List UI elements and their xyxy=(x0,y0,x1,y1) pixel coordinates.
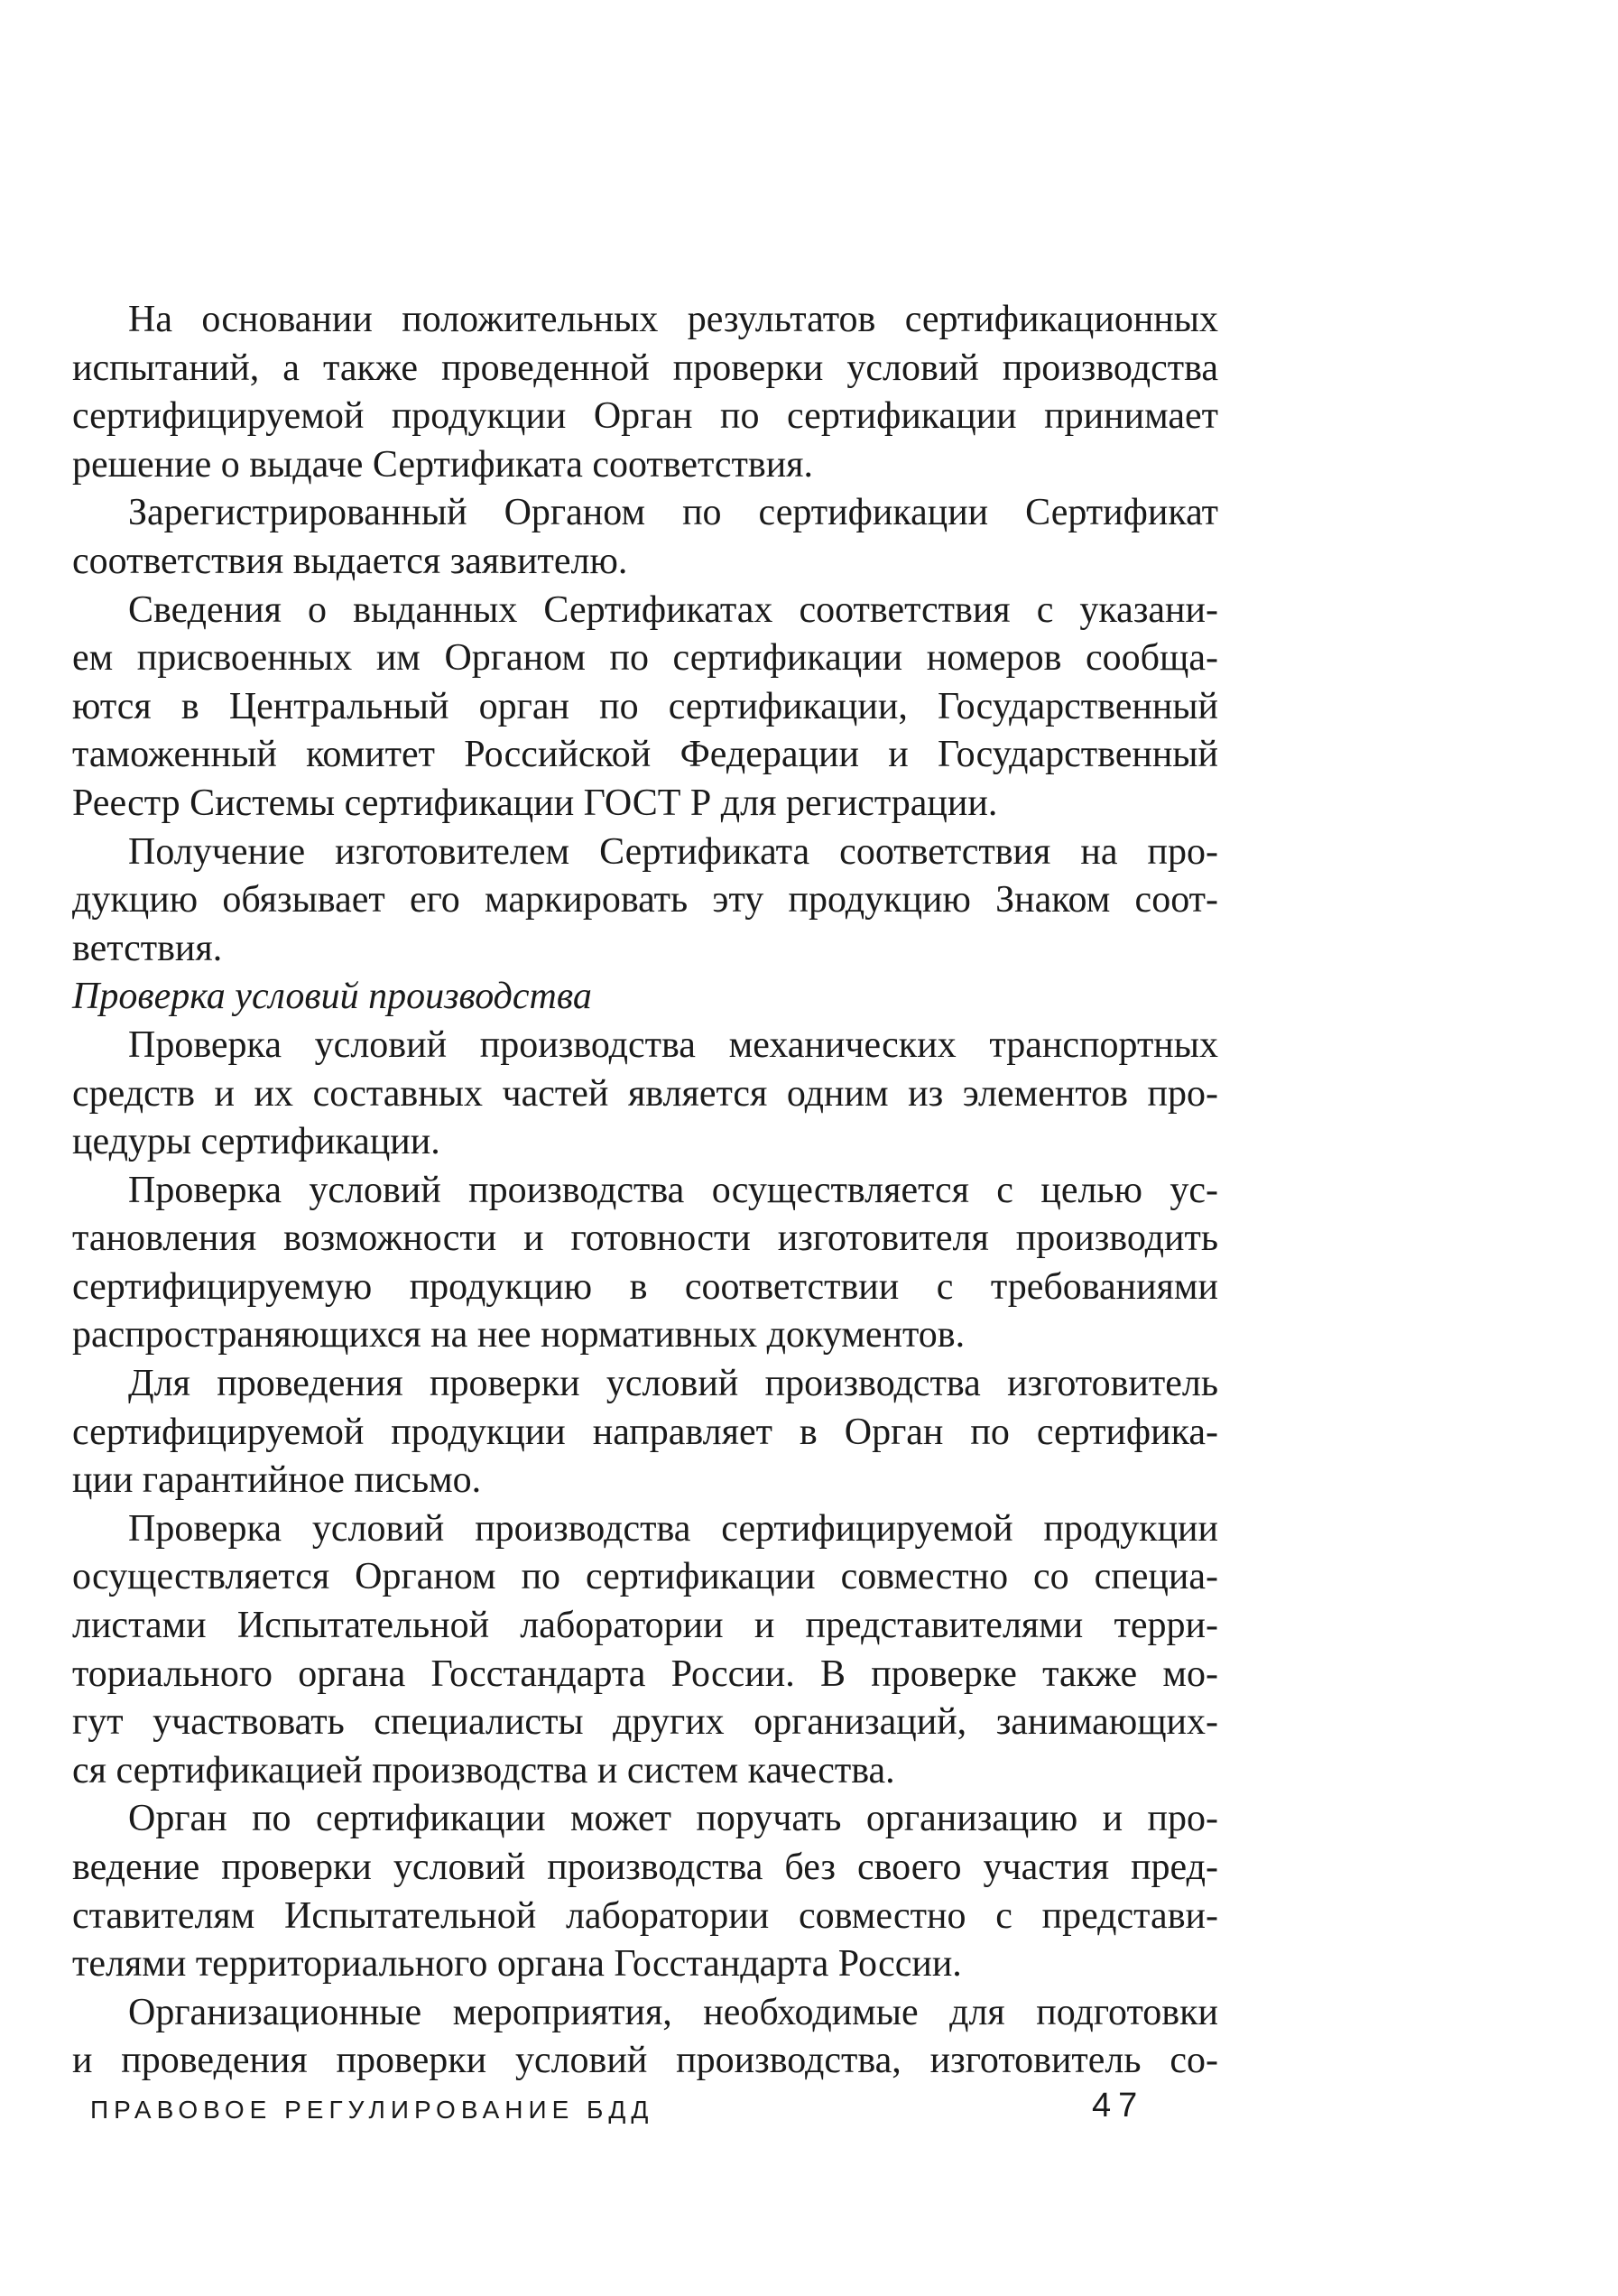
text-line: листами Испытательной лаборатории и представителями терри- xyxy=(72,1605,1218,1647)
page-number: 47 xyxy=(1092,2087,1145,2125)
text-line: соответствия выдается заявителю. xyxy=(72,540,628,582)
text-line: Проверка условий производства сертифицируемой продукции xyxy=(128,1507,1218,1550)
text-line: ветствия. xyxy=(72,927,223,969)
text-line: ции гарантийное письмо. xyxy=(72,1459,482,1502)
text-line: таможенный комитет Российской Федерации и Государственный xyxy=(72,734,1218,776)
text-line: ются в Центральный орган по сертификации, Государственный xyxy=(72,685,1218,727)
text-line: ем присвоенных им Органом по сертификации номеров сообща- xyxy=(72,637,1218,680)
text-line: На основании положительных результатов сертификационных xyxy=(128,299,1218,340)
text-line: решение о выдаче Сертификата соответствия. xyxy=(72,443,813,486)
running-title: ПРАВОВОЕ РЕГУЛИРОВАНИЕ БДД xyxy=(90,2096,654,2124)
text-line: Зарегистрированный Органом по сертификации Сертификат xyxy=(128,492,1218,534)
text-line: Проверка условий производства механических транспортных xyxy=(128,1023,1218,1066)
text-line: и проведения проверки условий производства, изготовитель со- xyxy=(72,2040,1218,2082)
text-line: телями территориального органа Госстандарта России. xyxy=(72,1943,962,1986)
text-line: сертифицируемую продукцию в соответствии с требованиями xyxy=(72,1265,1218,1308)
text-line: Получение изготовителем Сертификата соответствия на про- xyxy=(128,830,1218,873)
text-line: Для проведения проверки условий производства изготовитель xyxy=(128,1363,1218,1405)
text-line: распространяющихся на нее нормативных документов. xyxy=(72,1314,966,1356)
text-line: цедуры сертификации. xyxy=(72,1121,440,1163)
section-heading: Проверка условий производства xyxy=(72,976,592,1018)
text-line: средств и их составных частей является одним из элементов про- xyxy=(72,1072,1218,1115)
text-line: Орган по сертификации может поручать организацию и про- xyxy=(128,1798,1218,1840)
text-line: Реестр Системы сертификации ГОСТ Р для регистрации. xyxy=(72,782,998,824)
text-line: тановления возможности и готовности изготовителя производить xyxy=(72,1217,1218,1260)
text-line: Сведения о выданных Сертификатах соответствия с указани- xyxy=(128,588,1218,631)
text-line: ся сертификацией производства и систем качества. xyxy=(72,1749,895,1791)
text-line: ставителям Испытательной лаборатории совместно с представи- xyxy=(72,1894,1218,1937)
text-line: осуществляется Органом по сертификации совместно со специа- xyxy=(72,1556,1218,1598)
text-line: ведение проверки условий производства без своего участия пред- xyxy=(72,1847,1218,1888)
text-line: сертифицируемой продукции направляет в Орган по сертифика- xyxy=(72,1411,1218,1453)
text-line: испытаний, а также проведенной проверки условий производства xyxy=(72,347,1218,389)
text-line: ториального органа Госстандарта России. В проверке также мо- xyxy=(72,1653,1218,1695)
text-line: сертифицируемой продукции Орган по сертификации принимает xyxy=(72,395,1218,438)
text-line: гут участвовать специалисты других организаций, занимающих- xyxy=(72,1701,1218,1744)
text-line: дукцию обязывает его маркировать эту продукцию Знаком соот- xyxy=(72,879,1218,921)
body-text xyxy=(72,296,1218,2086)
text-line: Проверка условий производства осуществляется с целью ус- xyxy=(128,1169,1218,1211)
text-line: Организационные мероприятия, необходимые для подготовки xyxy=(128,1991,1218,2033)
